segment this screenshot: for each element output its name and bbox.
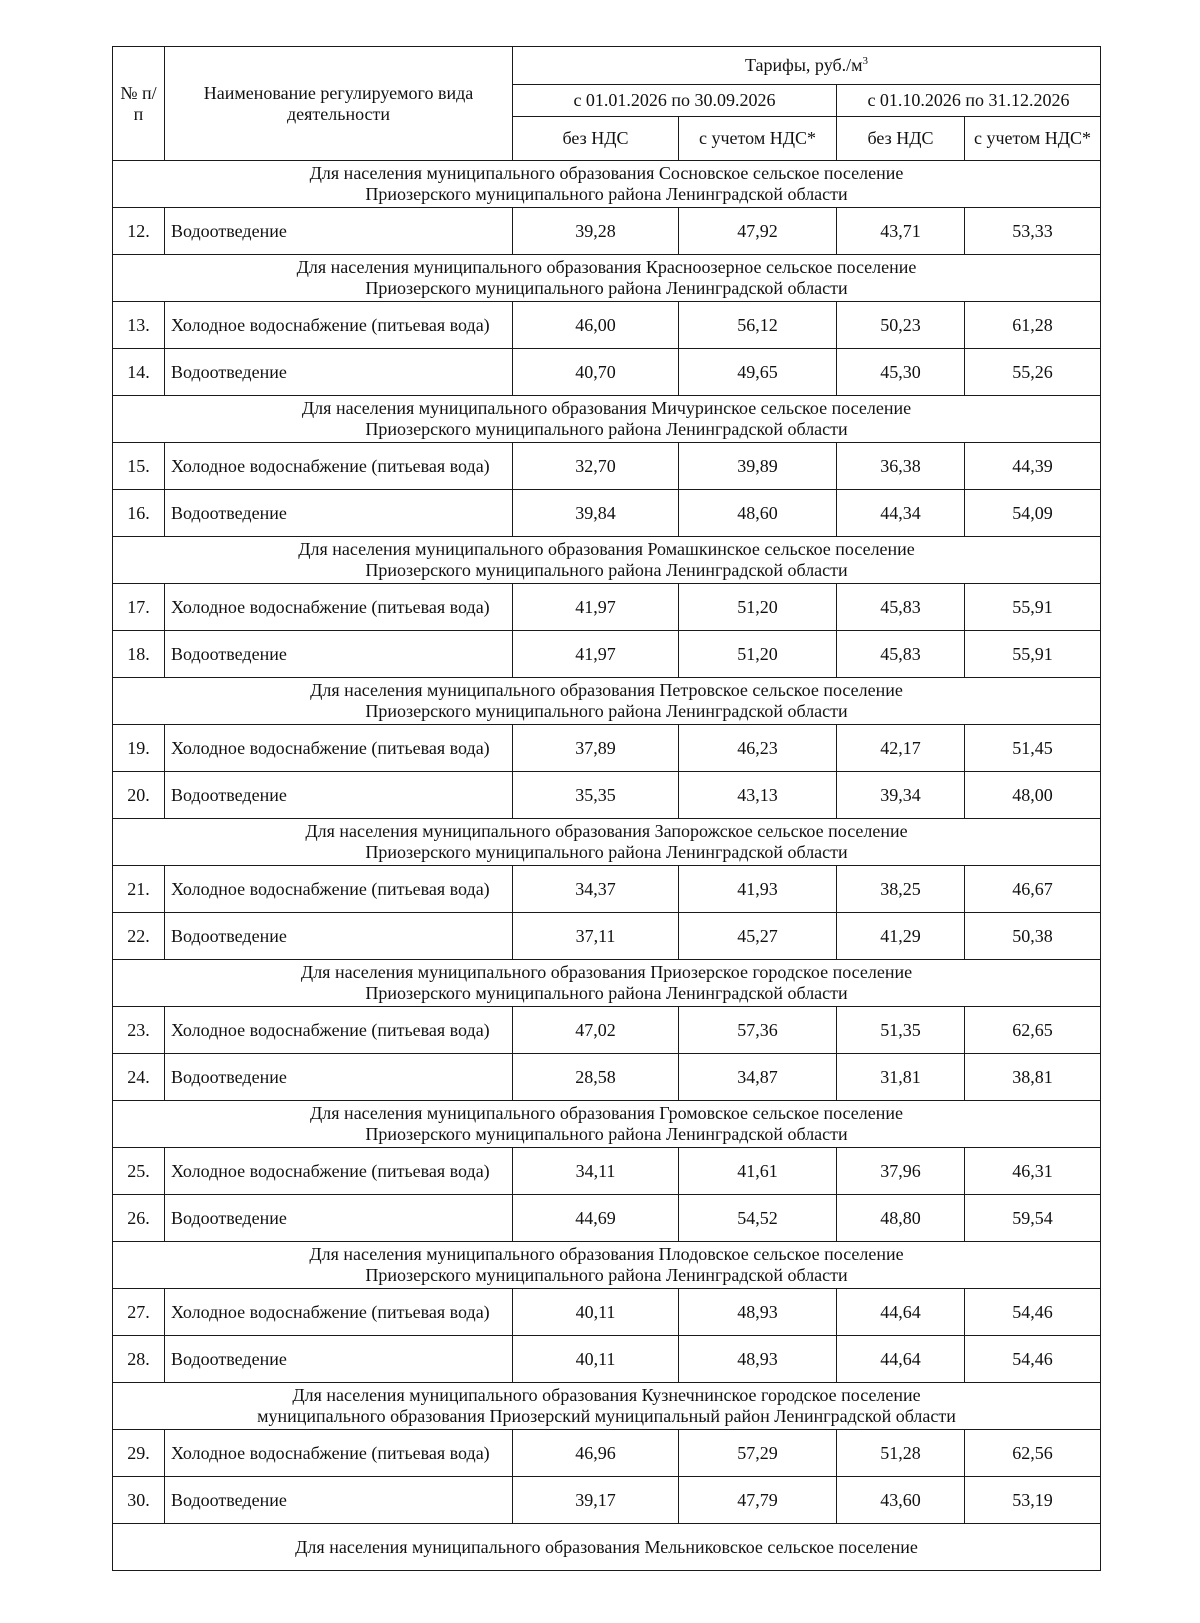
section-header-row <box>113 537 1101 584</box>
section-header-row <box>113 819 1101 866</box>
header-period-1: с 01.01.2026 по 30.09.2026 <box>513 85 837 117</box>
section-title <box>113 1101 1101 1148</box>
section-title-line-2: Приозерского муниципального района Ленинградской области <box>365 842 848 862</box>
table-row <box>113 1195 1101 1242</box>
tariff-period2-with-vat: 54,46 <box>965 1336 1101 1383</box>
tariff-period1-no-vat: 32,70 <box>513 443 679 490</box>
tariff-period1-with-vat: 47,79 <box>679 1477 837 1524</box>
section-title <box>113 960 1101 1007</box>
tariff-period2-with-vat: 46,67 <box>965 866 1101 913</box>
activity-name: Холодное водоснабжение (питьевая вода) <box>165 1430 513 1477</box>
section-title <box>113 819 1101 866</box>
row-number: 15. <box>113 443 165 490</box>
tariff-period1-with-vat: 34,87 <box>679 1054 837 1101</box>
tariff-period2-no-vat: 51,35 <box>837 1007 965 1054</box>
section-title-line-2: Приозерского муниципального района Ленинградской области <box>365 1124 848 1144</box>
section-title-line-1: Для населения муниципального образования Приозерское городское поселение <box>300 962 913 982</box>
row-number: 13. <box>113 302 165 349</box>
tariff-period2-with-vat: 38,81 <box>965 1054 1101 1101</box>
tariff-period1-no-vat: 39,17 <box>513 1477 679 1524</box>
tariff-period2-no-vat: 43,60 <box>837 1477 965 1524</box>
tariff-period2-with-vat: 54,09 <box>965 490 1101 537</box>
tariff-period2-with-vat: 51,45 <box>965 725 1101 772</box>
activity-name: Водоотведение <box>165 490 513 537</box>
tariff-period1-with-vat: 48,93 <box>679 1336 837 1383</box>
tariff-period1-no-vat: 40,11 <box>513 1289 679 1336</box>
tariff-period1-with-vat: 54,52 <box>679 1195 837 1242</box>
section-title <box>113 396 1101 443</box>
tariff-period1-no-vat: 37,11 <box>513 913 679 960</box>
header-with-vat-1: с учетом НДС* <box>679 117 837 161</box>
activity-name: Водоотведение <box>165 1195 513 1242</box>
tariff-period2-no-vat: 44,64 <box>837 1289 965 1336</box>
tariff-period2-no-vat: 39,34 <box>837 772 965 819</box>
table-row <box>113 725 1101 772</box>
tariff-period2-no-vat: 45,30 <box>837 349 965 396</box>
table-row <box>113 772 1101 819</box>
section-header-row <box>113 1383 1101 1430</box>
section-title-line-1: Для населения муниципального образования Кузнечнинское городское поселение <box>292 1385 921 1405</box>
row-number: 17. <box>113 584 165 631</box>
activity-name: Водоотведение <box>165 913 513 960</box>
activity-name: Водоотведение <box>165 349 513 396</box>
section-title-line-1: Для населения муниципального образования Петровское сельское поселение <box>310 680 903 700</box>
section-title-line-1: Для населения муниципального образования Сосновское сельское поселение <box>309 163 904 183</box>
tariffs-table <box>112 46 1101 1571</box>
tariff-period2-with-vat: 55,26 <box>965 349 1101 396</box>
tariff-period1-no-vat: 40,70 <box>513 349 679 396</box>
document-page <box>112 46 1100 1571</box>
table-row <box>113 302 1101 349</box>
row-number: 19. <box>113 725 165 772</box>
row-number: 29. <box>113 1430 165 1477</box>
section-title <box>113 1242 1101 1289</box>
table-row <box>113 349 1101 396</box>
activity-name: Холодное водоснабжение (питьевая вода) <box>165 1007 513 1054</box>
table-row <box>113 913 1101 960</box>
activity-name: Водоотведение <box>165 1336 513 1383</box>
row-number: 14. <box>113 349 165 396</box>
header-activity-name: Наименование регулируемого вида деятельности <box>165 47 513 161</box>
tariff-period1-no-vat: 46,00 <box>513 302 679 349</box>
table-row <box>113 1336 1101 1383</box>
section-title-line-1: Для населения муниципального образования Плодовское сельское поселение <box>309 1244 904 1264</box>
tariff-period2-with-vat: 53,19 <box>965 1477 1101 1524</box>
activity-name: Холодное водоснабжение (питьевая вода) <box>165 443 513 490</box>
row-number: 24. <box>113 1054 165 1101</box>
tariff-period2-no-vat: 44,34 <box>837 490 965 537</box>
tariff-period2-no-vat: 51,28 <box>837 1430 965 1477</box>
tariff-period2-with-vat: 50,38 <box>965 913 1101 960</box>
tariff-period2-no-vat: 38,25 <box>837 866 965 913</box>
section-title-line-2: Приозерского муниципального района Ленинградской области <box>365 701 848 721</box>
section-title-line-2: Приозерского муниципального района Ленинградской области <box>365 278 848 298</box>
section-title-line-2: Приозерского муниципального района Ленинградской области <box>365 184 848 204</box>
tariff-period2-no-vat: 45,83 <box>837 584 965 631</box>
section-title <box>113 1524 1101 1571</box>
tariff-period2-no-vat: 31,81 <box>837 1054 965 1101</box>
row-number: 21. <box>113 866 165 913</box>
tariff-period1-with-vat: 48,60 <box>679 490 837 537</box>
tariff-period1-with-vat: 48,93 <box>679 1289 837 1336</box>
section-title <box>113 678 1101 725</box>
tariff-period2-with-vat: 44,39 <box>965 443 1101 490</box>
row-number: 18. <box>113 631 165 678</box>
tariff-period2-with-vat: 55,91 <box>965 584 1101 631</box>
tariff-period1-no-vat: 46,96 <box>513 1430 679 1477</box>
tariff-period1-no-vat: 35,35 <box>513 772 679 819</box>
tariff-period1-with-vat: 57,36 <box>679 1007 837 1054</box>
tariff-period2-no-vat: 43,71 <box>837 208 965 255</box>
table-row <box>113 584 1101 631</box>
table-row <box>113 1430 1101 1477</box>
tariff-period1-no-vat: 34,11 <box>513 1148 679 1195</box>
tariff-period1-no-vat: 44,69 <box>513 1195 679 1242</box>
table-row <box>113 631 1101 678</box>
tariff-period1-with-vat: 45,27 <box>679 913 837 960</box>
table-row <box>113 866 1101 913</box>
row-number: 25. <box>113 1148 165 1195</box>
table-body <box>113 161 1101 1571</box>
unit-superscript: 3 <box>862 55 869 67</box>
row-number: 30. <box>113 1477 165 1524</box>
section-title <box>113 255 1101 302</box>
section-title-line-2: Приозерского муниципального района Ленинградской области <box>365 983 848 1003</box>
tariff-period2-with-vat: 61,28 <box>965 302 1101 349</box>
tariff-period1-no-vat: 41,97 <box>513 584 679 631</box>
table-row <box>113 490 1101 537</box>
activity-name: Водоотведение <box>165 208 513 255</box>
activity-name: Холодное водоснабжение (питьевая вода) <box>165 1148 513 1195</box>
tariff-period2-no-vat: 41,29 <box>837 913 965 960</box>
tariff-period1-with-vat: 47,92 <box>679 208 837 255</box>
section-title-line-1: Для населения муниципального образования Мельниковское сельское поселение <box>295 1536 918 1557</box>
tariff-period1-with-vat: 49,65 <box>679 349 837 396</box>
activity-name: Холодное водоснабжение (питьевая вода) <box>165 866 513 913</box>
header-num: № п/п <box>113 47 165 161</box>
row-number: 12. <box>113 208 165 255</box>
tariff-period1-with-vat: 43,13 <box>679 772 837 819</box>
section-header-row <box>113 396 1101 443</box>
tariff-period2-with-vat: 62,56 <box>965 1430 1101 1477</box>
tariff-period1-with-vat: 56,12 <box>679 302 837 349</box>
section-header-row <box>113 1524 1101 1571</box>
activity-name: Холодное водоснабжение (питьевая вода) <box>165 725 513 772</box>
tariff-period1-with-vat: 46,23 <box>679 725 837 772</box>
activity-name: Холодное водоснабжение (питьевая вода) <box>165 302 513 349</box>
table-row <box>113 1148 1101 1195</box>
section-title-line-1: Для населения муниципального образования Ромашкинское сельское поселение <box>298 539 915 559</box>
tariff-period2-with-vat: 55,91 <box>965 631 1101 678</box>
tariff-period1-no-vat: 39,28 <box>513 208 679 255</box>
section-header-row <box>113 161 1101 208</box>
row-number: 27. <box>113 1289 165 1336</box>
table-row <box>113 1054 1101 1101</box>
tariff-period1-no-vat: 28,58 <box>513 1054 679 1101</box>
section-title-line-2: муниципального образования Приозерский муниципальный район Ленинградской области <box>257 1406 956 1426</box>
row-number: 16. <box>113 490 165 537</box>
tariff-period1-with-vat: 41,61 <box>679 1148 837 1195</box>
section-title-line-2: Приозерского муниципального района Ленинградской области <box>365 560 848 580</box>
section-header-row <box>113 678 1101 725</box>
section-header-row <box>113 1101 1101 1148</box>
tariff-period2-no-vat: 48,80 <box>837 1195 965 1242</box>
section-header-row <box>113 255 1101 302</box>
section-title-line-1: Для населения муниципального образования Громовское сельское поселение <box>310 1103 903 1123</box>
activity-name: Водоотведение <box>165 1477 513 1524</box>
tariff-period2-no-vat: 36,38 <box>837 443 965 490</box>
section-title <box>113 537 1101 584</box>
row-number: 22. <box>113 913 165 960</box>
tariff-period2-no-vat: 45,83 <box>837 631 965 678</box>
activity-name: Водоотведение <box>165 631 513 678</box>
table-row <box>113 1007 1101 1054</box>
table-row <box>113 208 1101 255</box>
tariff-period1-no-vat: 34,37 <box>513 866 679 913</box>
tariff-period1-with-vat: 39,89 <box>679 443 837 490</box>
activity-name: Водоотведение <box>165 1054 513 1101</box>
header-period-2: с 01.10.2026 по 31.12.2026 <box>837 85 1101 117</box>
header-no-vat-1: без НДС <box>513 117 679 161</box>
tariff-period1-with-vat: 57,29 <box>679 1430 837 1477</box>
activity-name: Водоотведение <box>165 772 513 819</box>
row-number: 23. <box>113 1007 165 1054</box>
tariff-period2-with-vat: 53,33 <box>965 208 1101 255</box>
table-row <box>113 1477 1101 1524</box>
header-tariffs: Тарифы, $руб./м^3$ <box>513 47 1101 85</box>
section-title-line-1: Для населения муниципального образования Мичуринское сельское поселение <box>301 398 912 418</box>
tariff-period2-with-vat: 54,46 <box>965 1289 1101 1336</box>
row-number: 26. <box>113 1195 165 1242</box>
tariff-period1-no-vat: 40,11 <box>513 1336 679 1383</box>
header-no-vat-2: без НДС <box>837 117 965 161</box>
row-number: 28. <box>113 1336 165 1383</box>
section-header-row <box>113 1242 1101 1289</box>
section-title-line-2: Приозерского муниципального района Ленинградской области <box>365 1265 848 1285</box>
tariff-period1-with-vat: 51,20 <box>679 584 837 631</box>
tariff-period2-no-vat: 37,96 <box>837 1148 965 1195</box>
tariff-period2-with-vat: 46,31 <box>965 1148 1101 1195</box>
activity-name: Холодное водоснабжение (питьевая вода) <box>165 584 513 631</box>
tariff-period2-no-vat: 42,17 <box>837 725 965 772</box>
section-title <box>113 161 1101 208</box>
section-header-row <box>113 960 1101 1007</box>
header-with-vat-2: с учетом НДС* <box>965 117 1101 161</box>
row-number: 20. <box>113 772 165 819</box>
tariff-period2-no-vat: 44,64 <box>837 1336 965 1383</box>
tariff-period2-with-vat: 59,54 <box>965 1195 1101 1242</box>
tariff-period1-no-vat: 47,02 <box>513 1007 679 1054</box>
tariff-period1-with-vat: 51,20 <box>679 631 837 678</box>
tariff-period2-no-vat: 50,23 <box>837 302 965 349</box>
tariff-period1-with-vat: 41,93 <box>679 866 837 913</box>
section-title-line-1: Для населения муниципального образования Запорожское сельское поселение <box>305 821 908 841</box>
tariff-period1-no-vat: 39,84 <box>513 490 679 537</box>
table-row <box>113 1289 1101 1336</box>
section-title-line-2: Приозерского муниципального района Ленинградской области <box>365 419 848 439</box>
tariff-period2-with-vat: 62,65 <box>965 1007 1101 1054</box>
activity-name: Холодное водоснабжение (питьевая вода) <box>165 1289 513 1336</box>
tariff-period1-no-vat: 37,89 <box>513 725 679 772</box>
tariff-period2-with-vat: 48,00 <box>965 772 1101 819</box>
table-row <box>113 443 1101 490</box>
section-title-line-1: Для населения муниципального образования Красноозерное сельское поселение <box>296 257 917 277</box>
section-title <box>113 1383 1101 1430</box>
tariff-period1-no-vat: 41,97 <box>513 631 679 678</box>
